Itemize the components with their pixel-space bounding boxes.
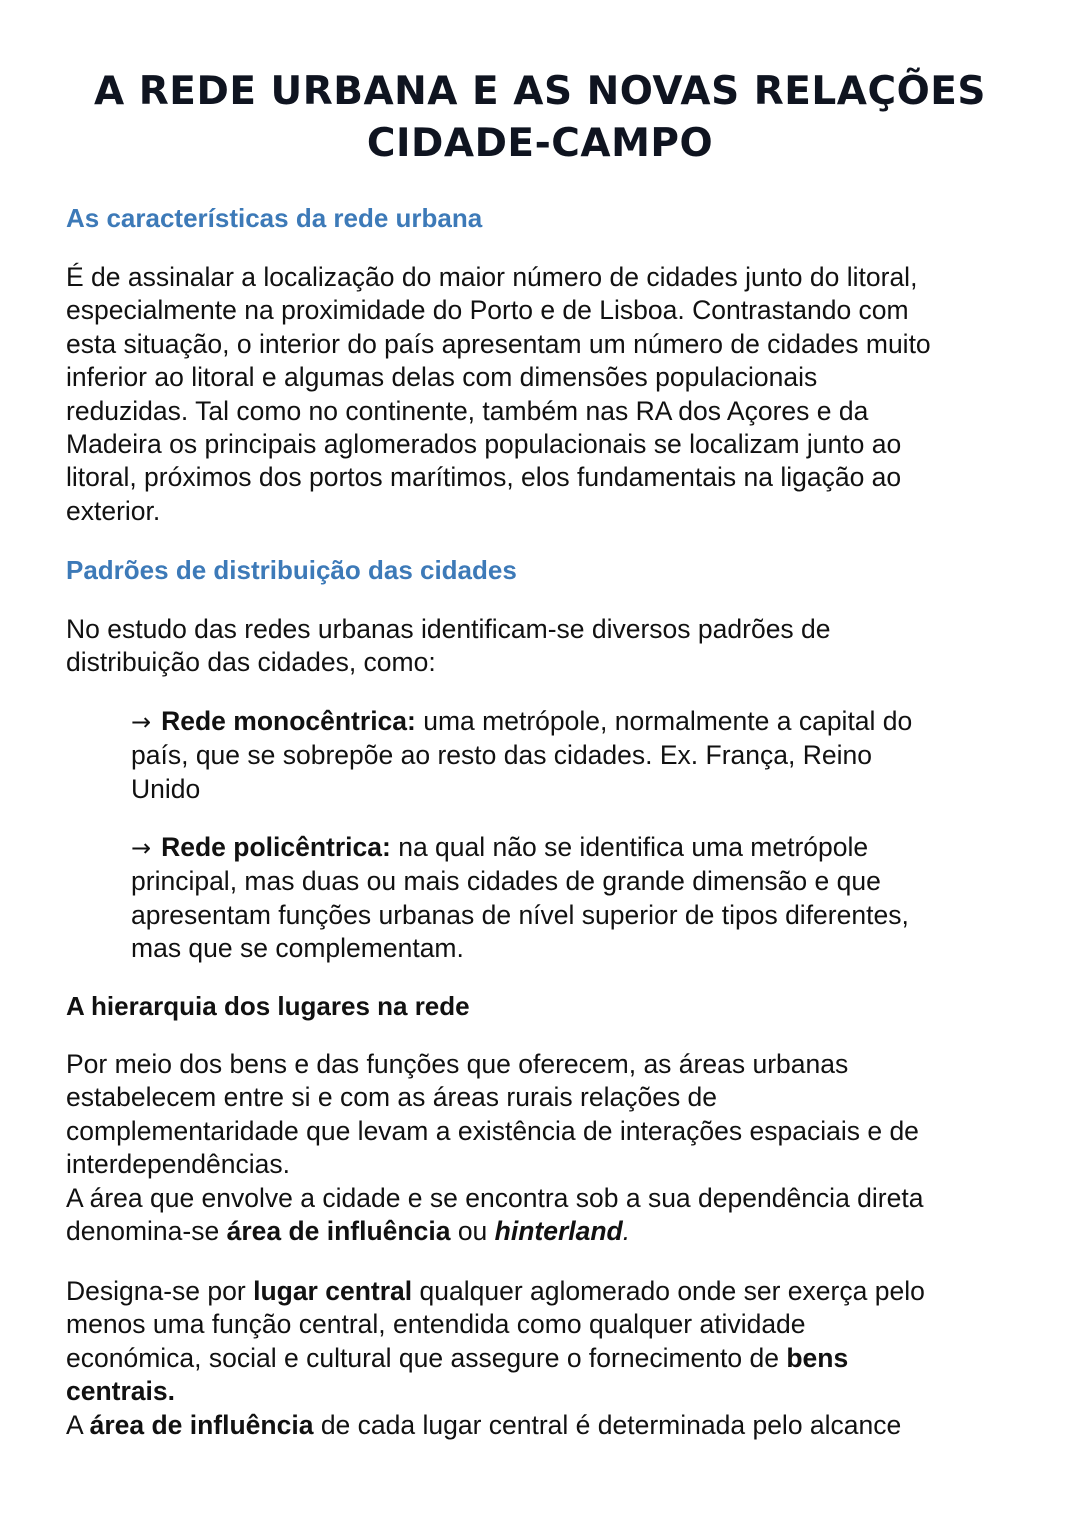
bullet-line: país, que se sobrepõe ao resto das cidades. Ex. França, Reino (131, 740, 872, 771)
bullet-line (131, 831, 1031, 865)
bullet-line: apresentam funções urbanas de nível superior de tipos diferentes, (131, 899, 909, 930)
text-line: exterior. (66, 495, 161, 526)
section-heading-characteristics: As características da rede urbana (66, 203, 483, 233)
bullet-polycentric (131, 831, 1031, 966)
paragraph-distribution-intro (66, 613, 1026, 680)
text-line: É de assinalar a localização do maior número de cidades junto do litoral, (66, 262, 918, 292)
text-run: ou (450, 1216, 495, 1247)
arrow-right-icon: → (131, 708, 152, 736)
text-line: A área que envolve a cidade e se encontra sob a sua dependência direta (66, 1182, 924, 1213)
text-run: de cada lugar central é determinada pelo alcance (313, 1409, 902, 1440)
text-line: inferior ao litoral e algumas delas com dimensões populacionais (66, 362, 818, 393)
text-line: interdependências. (66, 1149, 290, 1180)
text-line: Por meio dos bens e das funções que oferecem, as áreas urbanas (66, 1049, 849, 1079)
paragraph-characteristics (66, 261, 1026, 528)
page-title-line-2: CIDADE-CAMPO (366, 121, 714, 166)
text-run: Designa-se por (66, 1276, 254, 1306)
text-line: No estudo das redes urbanas identificam-se diversos padrões de (66, 614, 831, 644)
paragraph-hierarchy-2 (66, 1275, 1026, 1442)
text-run: uma metrópole, normalmente a capital do (415, 706, 913, 736)
section-heading-hierarchy: A hierarquia dos lugares na rede (66, 991, 470, 1021)
text-run: A (66, 1409, 90, 1440)
term-central-goods-cont: centrais. (66, 1376, 176, 1407)
term-central-goods: bens (786, 1342, 849, 1373)
text-line: menos uma função central, entendida como qualquer atividade (66, 1309, 806, 1340)
text-line (66, 1275, 1026, 1308)
paragraph-hierarchy-1 (66, 1048, 1026, 1248)
term-central-place: lugar central (253, 1276, 413, 1306)
term-monocentric: Rede monocêntrica: (161, 706, 416, 736)
text-line (66, 1375, 1026, 1408)
bullet-line: Unido (131, 773, 201, 804)
bullet-line: principal, mas duas ou mais cidades de grande dimensão e que (131, 866, 881, 897)
text-line: Madeira os principais aglomerados populacionais se localizam junto ao (66, 429, 902, 460)
section-heading-distribution: Padrões de distribuição das cidades (66, 555, 517, 585)
text-line (66, 1342, 1026, 1375)
text-line: complementaridade que levam a existência de interações espaciais e de (66, 1115, 919, 1146)
text-line: litoral, próximos dos portos marítimos, elos fundamentais na ligação ao (66, 462, 902, 493)
text-run: denomina-se (66, 1216, 227, 1247)
text-run: . (622, 1216, 631, 1247)
page-title (40, 66, 1040, 170)
text-line (66, 1409, 1026, 1442)
text-line: estabelecem entre si e com as áreas rurais relações de (66, 1082, 718, 1113)
text-line: reduzidas. Tal como no continente, também nas RA dos Açores e da (66, 395, 869, 426)
term-area-influence: área de influência (89, 1409, 314, 1440)
text-run: qualquer aglomerado onde ser exerça pelo (412, 1276, 925, 1306)
text-run: na qual não se identifica uma metrópole (390, 832, 869, 862)
text-line: esta situação, o interior do país apresentam um número de cidades muito (66, 328, 931, 359)
text-line (66, 1215, 1026, 1248)
term-hinterland: hinterland (494, 1216, 623, 1247)
text-run: económica, social e cultural que assegure o fornecimento de (66, 1342, 787, 1373)
page-title-line-1: A REDE URBANA E AS NOVAS RELAÇÕES (94, 69, 986, 114)
text-line: distribuição das cidades, como: (66, 647, 436, 678)
bullet-line: mas que se complementam. (131, 933, 464, 964)
term-polycentric: Rede policêntrica: (161, 832, 391, 862)
text-line: especialmente na proximidade do Porto e de Lisboa. Contrastando com (66, 295, 909, 326)
bullet-line (131, 705, 1031, 739)
bullet-monocentric (131, 705, 1031, 806)
arrow-right-icon: → (131, 834, 152, 862)
term-area-influence: área de influência (226, 1216, 451, 1247)
